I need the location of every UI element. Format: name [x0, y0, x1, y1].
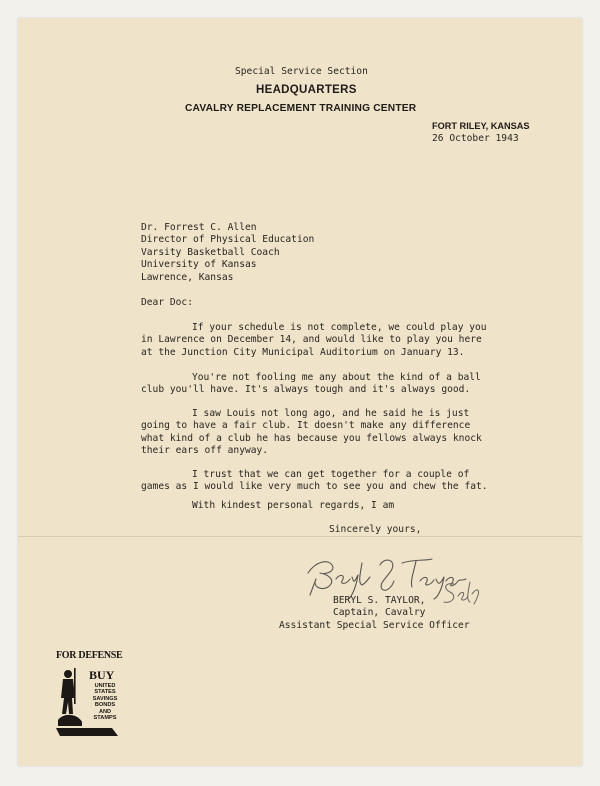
address-line: Director of Physical Education — [141, 234, 315, 246]
signer-name: BERYL S. TAYLOR, — [333, 595, 426, 606]
address-line: University of Kansas — [141, 259, 257, 271]
paper-fold — [18, 536, 582, 537]
handwritten-initials — [440, 578, 484, 608]
salutation: Dear Doc: — [141, 297, 193, 308]
paragraph-line: With kindest personal regards, I am — [192, 500, 395, 511]
closing: Sincerely yours, — [329, 524, 422, 535]
paragraph-line: games as I would like very much to see you and chew the fat. — [141, 481, 488, 493]
signer-rank: Captain, Cavalry — [333, 607, 426, 618]
signer-title: Assistant Special Service Officer — [279, 620, 470, 631]
paragraph-line: what kind of a club he has because you fellows always knock — [141, 432, 482, 444]
poster-line: UNITED — [94, 683, 116, 689]
poster-buy: BUY — [89, 668, 115, 682]
letterhead-section: Special Service Section — [235, 66, 368, 77]
paragraph-5 — [192, 500, 394, 512]
paragraph-3 — [141, 408, 482, 458]
poster-text — [88, 683, 122, 721]
paragraph-line: You're not fooling me any about the kind of a ball — [192, 372, 481, 383]
paragraph-line: I trust that we can get together for a couple of — [192, 469, 470, 480]
paragraph-line: in Lawrence on December 14, and would like to play you here — [141, 334, 482, 346]
paragraph-4 — [141, 469, 488, 494]
paragraph-line: If your schedule is not complete, we could play you — [192, 322, 487, 333]
address-line: Lawrence, Kansas — [141, 271, 234, 283]
poster-line: STATES — [94, 689, 116, 696]
recipient-address — [141, 222, 314, 284]
poster-line: SAVINGS — [92, 695, 118, 702]
address-line: Dr. Forrest C. Allen — [141, 222, 257, 233]
paragraph-line: club you'll have. It's always tough and it's always good. — [141, 384, 471, 396]
letterhead-center: CAVALRY REPLACEMENT TRAINING CENTER — [185, 103, 417, 114]
paragraph-line: I saw Louis not long ago, and he said he is just — [192, 408, 470, 419]
address-line: Varsity Basketball Coach — [141, 246, 280, 258]
letterhead-headquarters: HEADQUARTERS — [256, 84, 357, 96]
paragraph-line: at the Junction City Municipal Auditorium on January 13. — [141, 346, 465, 358]
paragraph-1 — [141, 322, 487, 359]
paragraph-line: going to have a fair club. It doesn't make any difference — [141, 420, 471, 432]
poster-line: AND STAMPS — [93, 708, 117, 721]
letter-date: 26 October 1943 — [432, 133, 519, 144]
poster-line: BONDS — [94, 702, 116, 709]
paragraph-line: their ears off anyway. — [141, 445, 269, 457]
letter-place: FORT RILEY, KANSAS — [432, 121, 530, 131]
paragraph-2 — [141, 372, 481, 397]
poster-title: FOR DEFENSE — [56, 650, 123, 661]
